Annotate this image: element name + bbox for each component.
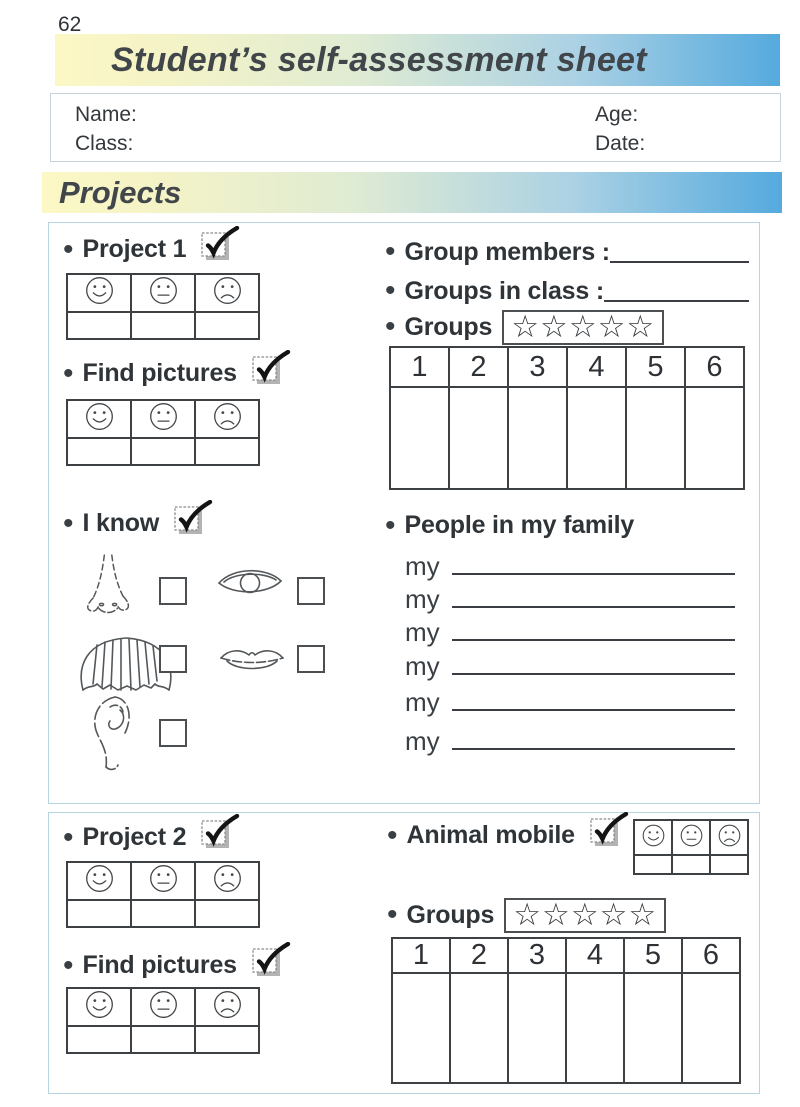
groups-table-header: 6 xyxy=(685,347,744,387)
bullet-icon: • xyxy=(385,508,396,542)
find-pictures-heading xyxy=(63,356,291,390)
rating-cell-sad[interactable] xyxy=(195,1026,259,1053)
groups-label: Groups xyxy=(404,312,493,341)
family-line-field[interactable] xyxy=(452,639,735,641)
my-prefix: my xyxy=(405,687,440,717)
sad-face-icon xyxy=(710,820,748,855)
family-line xyxy=(405,689,735,715)
date-label: Date: xyxy=(595,132,646,155)
star-icon[interactable]: ☆ xyxy=(540,309,569,344)
neutral-face-icon xyxy=(131,988,195,1026)
groups-table-header: 2 xyxy=(450,938,508,973)
groups-rating-row xyxy=(385,309,664,345)
ear-sketch xyxy=(87,691,135,773)
star-icon[interactable]: ☆ xyxy=(597,309,627,344)
rating-cell-neutral[interactable] xyxy=(672,855,710,874)
rating-cell-happy[interactable] xyxy=(67,900,131,927)
family-label: People in my family xyxy=(404,511,635,539)
groups-table-cell[interactable] xyxy=(624,973,682,1083)
animal-mobile-label: Animal mobile xyxy=(406,821,575,849)
project1-checkbox-checked-icon[interactable] xyxy=(199,226,240,264)
groups-table-cell[interactable] xyxy=(508,973,566,1083)
group-members-label: Group members : xyxy=(404,237,610,266)
rating-cell-happy[interactable] xyxy=(67,438,131,465)
family-line xyxy=(405,586,735,612)
family-heading xyxy=(385,508,635,542)
groups-table-header: 1 xyxy=(390,347,449,387)
groups-table-header: 3 xyxy=(508,938,566,973)
projects-banner xyxy=(42,172,782,213)
project1-heading xyxy=(63,232,240,266)
bullet-icon: • xyxy=(385,274,396,307)
ear-checkbox[interactable] xyxy=(159,719,187,747)
star-icon[interactable]: ☆ xyxy=(542,897,571,932)
group-members-row xyxy=(385,237,749,267)
lips-sketch xyxy=(217,641,287,673)
my-prefix: my xyxy=(405,651,440,681)
happy-face-icon xyxy=(67,862,131,900)
groups-table-cell[interactable] xyxy=(390,387,449,489)
projects-section-title: Projects xyxy=(59,174,182,210)
sad-face-icon xyxy=(195,862,259,900)
bullet-icon: • xyxy=(63,232,74,266)
nose-checkbox[interactable] xyxy=(159,577,187,605)
animal-mobile-rating-table xyxy=(633,819,749,875)
happy-face-icon xyxy=(634,820,672,855)
groups-table-header: 5 xyxy=(626,347,685,387)
groups-in-class-label: Groups in class : xyxy=(404,276,604,305)
animal-mobile-checkbox-checked-icon[interactable] xyxy=(588,812,629,850)
neutral-face-icon xyxy=(131,400,195,438)
find-pictures-checkbox-checked-icon[interactable] xyxy=(250,350,291,388)
groups-table-header: 5 xyxy=(624,938,682,973)
find-pictures-label: Find pictures xyxy=(82,359,237,387)
my-prefix: my xyxy=(405,584,440,614)
rating-cell-neutral[interactable] xyxy=(131,1026,195,1053)
bullet-icon: • xyxy=(63,356,74,390)
date-field[interactable] xyxy=(651,132,771,156)
age-label: Age: xyxy=(595,103,639,126)
my-prefix: my xyxy=(405,551,440,581)
groups-table-cell[interactable] xyxy=(508,387,567,489)
rating-cell-neutral[interactable] xyxy=(131,312,195,339)
groups-table-cell[interactable] xyxy=(626,387,685,489)
groups-table-cell[interactable] xyxy=(567,387,626,489)
groups-table-cell[interactable] xyxy=(392,973,450,1083)
family-line xyxy=(405,653,735,679)
sad-face-icon xyxy=(195,400,259,438)
groups-number-table xyxy=(389,346,745,490)
family-line-field[interactable] xyxy=(452,573,735,575)
nose-sketch xyxy=(81,551,137,631)
neutral-face-icon xyxy=(131,862,195,900)
groups-table-header: 3 xyxy=(508,347,567,387)
my-prefix: my xyxy=(405,617,440,647)
groups-star-rating xyxy=(502,310,664,345)
groups-table-header: 6 xyxy=(682,938,740,973)
star-icon[interactable]: ☆ xyxy=(513,897,543,932)
find-pictures-heading-2 xyxy=(63,948,291,982)
find-pictures-rating-table xyxy=(66,399,260,466)
rating-cell-happy[interactable] xyxy=(634,855,672,874)
hair-checkbox[interactable] xyxy=(159,645,187,673)
sad-face-icon xyxy=(195,274,259,312)
groups-number-table-2 xyxy=(391,937,741,1084)
family-line-field[interactable] xyxy=(452,748,735,750)
find-pictures-label: Find pictures xyxy=(82,951,237,979)
star-icon[interactable]: ☆ xyxy=(511,309,541,344)
bullet-icon: • xyxy=(387,818,398,852)
eye-checkbox[interactable] xyxy=(297,577,325,605)
family-line-field[interactable] xyxy=(452,709,735,711)
page-title: Student’s self-assessment sheet xyxy=(111,40,647,79)
star-icon[interactable]: ☆ xyxy=(599,897,629,932)
family-line xyxy=(405,619,735,645)
family-line xyxy=(405,553,735,579)
project2-checkbox-checked-icon[interactable] xyxy=(199,814,240,852)
projects-panel-1 xyxy=(48,222,760,804)
group-members-field[interactable] xyxy=(610,261,749,263)
class-field[interactable] xyxy=(146,132,546,156)
sad-face-icon xyxy=(195,988,259,1026)
name-label: Name: xyxy=(75,103,137,126)
age-field[interactable] xyxy=(651,103,771,127)
projects-panel-2 xyxy=(48,812,760,1094)
happy-face-icon xyxy=(67,400,131,438)
rating-cell-happy[interactable] xyxy=(67,1026,131,1053)
family-line-field[interactable] xyxy=(452,606,735,608)
happy-face-icon xyxy=(67,274,131,312)
bullet-icon: • xyxy=(63,506,74,540)
project2-rating-table xyxy=(66,861,260,928)
page-number: 62 xyxy=(58,13,82,36)
neutral-face-icon xyxy=(131,274,195,312)
class-label: Class: xyxy=(75,132,134,155)
lips-checkbox[interactable] xyxy=(297,645,325,673)
groups-table-header: 1 xyxy=(392,938,450,973)
project2-label: Project 2 xyxy=(82,823,187,851)
i-know-label: I know xyxy=(82,509,160,537)
groups-table-header: 4 xyxy=(566,938,624,973)
groups-table-cell[interactable] xyxy=(450,973,508,1083)
groups-table-cell[interactable] xyxy=(449,387,508,489)
bullet-icon: • xyxy=(385,310,396,343)
eye-sketch xyxy=(215,563,285,599)
project1-rating-table xyxy=(66,273,260,340)
rating-cell-sad[interactable] xyxy=(195,312,259,339)
rating-cell-sad[interactable] xyxy=(710,855,748,874)
family-line-field[interactable] xyxy=(452,673,735,675)
family-line xyxy=(405,728,735,754)
i-know-checkbox-checked-icon[interactable] xyxy=(172,500,213,538)
star-icon[interactable]: ☆ xyxy=(568,309,598,344)
star-icon[interactable]: ☆ xyxy=(626,309,656,344)
find-pictures-checkbox-checked-icon[interactable] xyxy=(250,942,291,980)
star-icon[interactable]: ☆ xyxy=(570,897,600,932)
bullet-icon: • xyxy=(63,948,74,982)
rating-cell-neutral[interactable] xyxy=(131,438,195,465)
groups-table-header: 2 xyxy=(449,347,508,387)
my-prefix: my xyxy=(405,726,440,756)
groups-table-cell[interactable] xyxy=(566,973,624,1083)
bullet-icon: • xyxy=(63,820,74,854)
project1-label: Project 1 xyxy=(82,235,187,263)
neutral-face-icon xyxy=(672,820,710,855)
student-info-box xyxy=(50,93,781,162)
groups-rating-row-2 xyxy=(387,897,666,933)
groups-star-rating xyxy=(504,898,666,933)
title-banner xyxy=(55,34,780,86)
star-icon[interactable]: ☆ xyxy=(628,897,658,932)
groups-label: Groups xyxy=(406,900,495,929)
groups-table-cell[interactable] xyxy=(682,973,740,1083)
i-know-heading xyxy=(63,506,213,540)
bullet-icon: • xyxy=(387,898,398,931)
groups-in-class-row xyxy=(385,276,749,306)
name-field[interactable] xyxy=(146,103,546,127)
find-pictures-rating-table-2 xyxy=(66,987,260,1054)
groups-table-header: 4 xyxy=(567,347,626,387)
rating-cell-happy[interactable] xyxy=(67,312,131,339)
groups-table-cell[interactable] xyxy=(685,387,744,489)
groups-in-class-field[interactable] xyxy=(604,300,749,302)
rating-cell-sad[interactable] xyxy=(195,438,259,465)
animal-mobile-heading xyxy=(387,818,629,852)
rating-cell-sad[interactable] xyxy=(195,900,259,927)
project2-heading xyxy=(63,820,240,854)
bullet-icon: • xyxy=(385,235,396,268)
happy-face-icon xyxy=(67,988,131,1026)
rating-cell-neutral[interactable] xyxy=(131,900,195,927)
